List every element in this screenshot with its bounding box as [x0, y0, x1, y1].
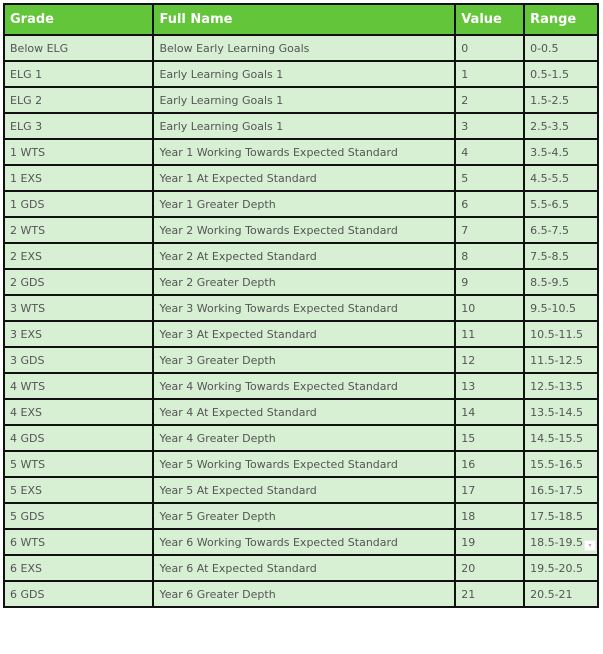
table-row — [4, 87, 598, 113]
table-row — [4, 243, 598, 269]
cell-full-name: Year 1 Greater Depth — [153, 191, 455, 217]
cell-range: 7.5-8.5 — [524, 243, 598, 269]
table-row — [4, 165, 598, 191]
cell-range: 18.5-19.5 — [524, 529, 598, 555]
cell-full-name: Early Learning Goals 1 — [153, 87, 455, 113]
cell-full-name: Year 4 At Expected Standard — [153, 399, 455, 425]
cell-range: 0-0.5 — [524, 35, 598, 61]
table-row — [4, 35, 598, 61]
cell-grade: 2 WTS — [4, 217, 153, 243]
cell-range: 9.5-10.5 — [524, 295, 598, 321]
header-value: Value — [455, 4, 524, 35]
table-row — [4, 217, 598, 243]
table-row — [4, 503, 598, 529]
cell-range: 4.5-5.5 — [524, 165, 598, 191]
cell-full-name: Year 2 Greater Depth — [153, 269, 455, 295]
cell-value: 15 — [455, 425, 524, 451]
cell-grade: 5 GDS — [4, 503, 153, 529]
cell-full-name: Year 2 At Expected Standard — [153, 243, 455, 269]
cell-grade: 4 WTS — [4, 373, 153, 399]
cell-grade: 4 EXS — [4, 399, 153, 425]
table-row — [4, 373, 598, 399]
cell-full-name: Below Early Learning Goals — [153, 35, 455, 61]
cell-full-name: Year 3 Greater Depth — [153, 347, 455, 373]
header-grade: Grade — [4, 4, 153, 35]
header-row — [4, 4, 598, 35]
cell-range: 14.5-15.5 — [524, 425, 598, 451]
cell-value: 1 — [455, 61, 524, 87]
cell-range: 6.5-7.5 — [524, 217, 598, 243]
cell-range: 15.5-16.5 — [524, 451, 598, 477]
cell-grade: 6 EXS — [4, 555, 153, 581]
cell-full-name: Year 5 Greater Depth — [153, 503, 455, 529]
header-range: Range — [524, 4, 598, 35]
cell-grade: 1 WTS — [4, 139, 153, 165]
table-row — [4, 477, 598, 503]
cell-grade: 1 EXS — [4, 165, 153, 191]
cell-value: 8 — [455, 243, 524, 269]
cell-range: 13.5-14.5 — [524, 399, 598, 425]
table-row — [4, 451, 598, 477]
cell-value: 5 — [455, 165, 524, 191]
cell-range: 2.5-3.5 — [524, 113, 598, 139]
cell-value: 12 — [455, 347, 524, 373]
table-row — [4, 581, 598, 607]
cell-grade: 3 GDS — [4, 347, 153, 373]
table-row — [4, 295, 598, 321]
cell-full-name: Year 5 Working Towards Expected Standard — [153, 451, 455, 477]
cell-range: 0.5-1.5 — [524, 61, 598, 87]
cell-full-name: Year 3 At Expected Standard — [153, 321, 455, 347]
cell-value: 18 — [455, 503, 524, 529]
cell-value: 9 — [455, 269, 524, 295]
cell-grade: 4 GDS — [4, 425, 153, 451]
cell-range: 12.5-13.5 — [524, 373, 598, 399]
cell-full-name: Year 2 Working Towards Expected Standard — [153, 217, 455, 243]
header-full-name: Full Name — [153, 4, 455, 35]
table-row — [4, 113, 598, 139]
table-row — [4, 425, 598, 451]
cell-range: 20.5-21 — [524, 581, 598, 607]
grade-table — [3, 3, 599, 608]
cell-full-name: Year 3 Working Towards Expected Standard — [153, 295, 455, 321]
cell-grade: 5 WTS — [4, 451, 153, 477]
cell-range: 16.5-17.5 — [524, 477, 598, 503]
cell-full-name: Year 6 Greater Depth — [153, 581, 455, 607]
cell-full-name: Year 1 At Expected Standard — [153, 165, 455, 191]
table-row — [4, 347, 598, 373]
cell-grade: Below ELG — [4, 35, 153, 61]
cell-value: 7 — [455, 217, 524, 243]
table-row — [4, 139, 598, 165]
cell-value: 4 — [455, 139, 524, 165]
table-row — [4, 61, 598, 87]
table-row — [4, 269, 598, 295]
table-row — [4, 321, 598, 347]
cell-grade: 1 GDS — [4, 191, 153, 217]
cell-range: 5.5-6.5 — [524, 191, 598, 217]
table-row — [4, 399, 598, 425]
cell-value: 0 — [455, 35, 524, 61]
cell-value: 16 — [455, 451, 524, 477]
cell-value: 14 — [455, 399, 524, 425]
cell-grade: 3 WTS — [4, 295, 153, 321]
cell-value: 13 — [455, 373, 524, 399]
cell-full-name: Year 1 Working Towards Expected Standard — [153, 139, 455, 165]
cell-value: 6 — [455, 191, 524, 217]
cell-value: 11 — [455, 321, 524, 347]
cell-grade: 6 WTS — [4, 529, 153, 555]
cell-range: 17.5-18.5 — [524, 503, 598, 529]
cell-value: 21 — [455, 581, 524, 607]
table-row — [4, 191, 598, 217]
table-row — [4, 555, 598, 581]
cell-range: 10.5-11.5 — [524, 321, 598, 347]
cell-range: 1.5-2.5 — [524, 87, 598, 113]
cell-value: 3 — [455, 113, 524, 139]
cell-full-name: Year 6 At Expected Standard — [153, 555, 455, 581]
cell-full-name: Year 4 Working Towards Expected Standard — [153, 373, 455, 399]
cell-range: 19.5-20.5 — [524, 555, 598, 581]
cell-full-name: Year 6 Working Towards Expected Standard — [153, 529, 455, 555]
cell-grade: ELG 2 — [4, 87, 153, 113]
cell-grade: 3 EXS — [4, 321, 153, 347]
cell-grade: ELG 3 — [4, 113, 153, 139]
cell-grade: 2 EXS — [4, 243, 153, 269]
cell-full-name: Year 4 Greater Depth — [153, 425, 455, 451]
cell-value: 10 — [455, 295, 524, 321]
cell-grade: 2 GDS — [4, 269, 153, 295]
cell-full-name: Year 5 At Expected Standard — [153, 477, 455, 503]
cell-value: 17 — [455, 477, 524, 503]
table-row — [4, 529, 598, 555]
cell-grade: 5 EXS — [4, 477, 153, 503]
cell-full-name: Early Learning Goals 1 — [153, 61, 455, 87]
cell-value: 20 — [455, 555, 524, 581]
cell-range: 3.5-4.5 — [524, 139, 598, 165]
cell-range: 11.5-12.5 — [524, 347, 598, 373]
cell-full-name: Early Learning Goals 1 — [153, 113, 455, 139]
cell-value: 19 — [455, 529, 524, 555]
cell-grade: ELG 1 — [4, 61, 153, 87]
cell-value: 2 — [455, 87, 524, 113]
dropdown-marker-icon[interactable]: ▾ — [584, 540, 596, 551]
cell-grade: 6 GDS — [4, 581, 153, 607]
cell-range: 8.5-9.5 — [524, 269, 598, 295]
